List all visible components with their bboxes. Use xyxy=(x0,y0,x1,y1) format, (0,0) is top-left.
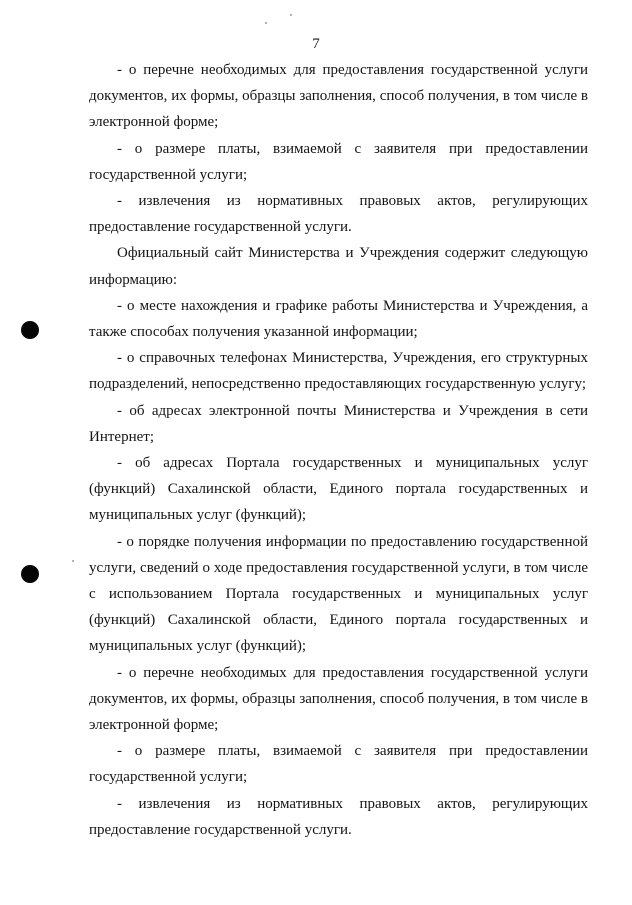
paragraph-legal-extracts: - извлечения из нормативных правовых актов, регулирующих предоставление государственной услуги. xyxy=(89,193,588,236)
scan-speck xyxy=(265,22,267,24)
scan-speck xyxy=(72,560,74,562)
paragraph-location-schedule: - о месте нахождения и графике работы Министерства и Учреждения, а также способах получения указанной информации; xyxy=(89,297,588,341)
paragraph-reference-phones: - о справочных телефонах Министерства, Учреждения, его структурных подразделений, непосредственно предоставляющих государственную услугу; xyxy=(89,350,588,393)
paragraph-website-intro: Официальный сайт Министерства и Учреждения содержит следующую информацию: xyxy=(89,245,588,288)
punch-hole-top xyxy=(21,321,39,339)
paragraph-information-procedure: - о порядке получения информации по предоставлению государственной услуги, сведений о ходе предоставления государственной услуги, в том числе с использованием Портала государственных и муниципальных услуг (функций) Сахалинской области, Единого портала государственных и муниципальных услуг (функций); xyxy=(89,533,588,655)
page-number: 7 xyxy=(312,36,320,52)
paragraph-fee-amount-repeat: - о размере платы, взимаемой с заявителя при предоставлении государственной услуги; xyxy=(89,743,588,786)
document-body xyxy=(89,57,588,843)
punch-hole-bottom xyxy=(21,565,39,583)
paragraph-email-addresses: - об адресах электронной почты Министерства и Учреждения в сети Интернет; xyxy=(89,402,588,445)
scan-speck xyxy=(290,14,292,16)
paragraph-documents-list: - о перечне необходимых для предоставления государственной услуги документов, их формы, образцы заполнения, способ получения, в том числе в электронной форме; xyxy=(89,62,588,131)
paragraph-documents-list-repeat: - о перечне необходимых для предоставления государственной услуги документов, их формы, образцы заполнения, способ получения, в том числе в электронной форме; xyxy=(89,664,588,734)
paragraph-legal-extracts-repeat: - извлечения из нормативных правовых актов, регулирующих предоставление государственной услуги. xyxy=(89,795,588,838)
paragraph-fee-amount: - о размере платы, взимаемой с заявителя при предоставлении государственной услуги; xyxy=(89,140,588,183)
paragraph-portal-addresses: - об адресах Портала государственных и муниципальных услуг (функций) Сахалинской области, Единого портала государственных и муниципальных услуг (функций); xyxy=(89,455,588,524)
